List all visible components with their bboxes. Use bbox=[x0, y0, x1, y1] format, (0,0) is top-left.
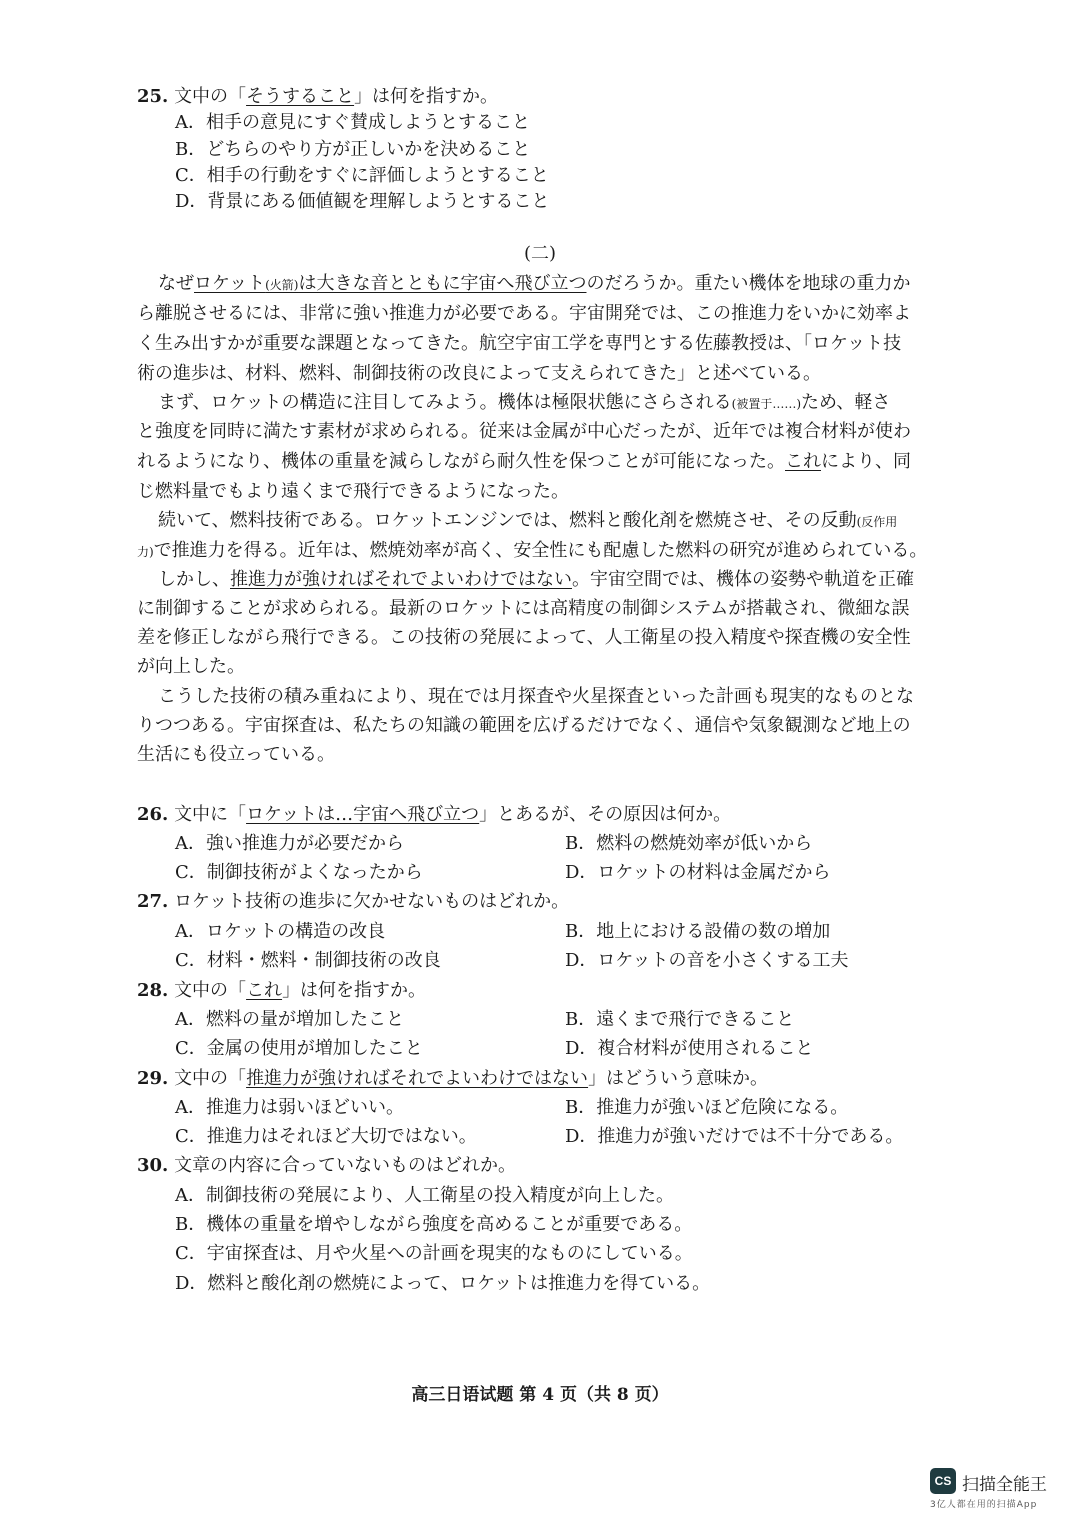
passage-line: 力)で推進力を得る。近年は、燃焼効率が高く、安全性にも配慮した燃料の研究が進められている。 bbox=[137, 540, 928, 561]
question-stem: 文中に「ロケットは…宇宙へ飛び立つ」とあるが、その原因は何か。 bbox=[174, 804, 732, 825]
option-a: A．ロケットの構造の改良 bbox=[175, 921, 386, 942]
option-a: A．制御技術の発展により、人工衛星の投入精度が向上した。 bbox=[175, 1185, 674, 1206]
option-a: A．燃料の量が増加したこと bbox=[175, 1009, 404, 1030]
question-stem: 文章の内容に合っていないものはどれか。 bbox=[174, 1155, 517, 1176]
option-d: D．複合材料が使用されること bbox=[565, 1038, 814, 1059]
passage-line: まず、ロケットの構造に注目してみよう。機体は極限状態にさらされる(被置于……)ため、軽さ bbox=[158, 392, 891, 413]
scanner-watermark bbox=[930, 1466, 1065, 1514]
question-number: 27. bbox=[137, 891, 169, 912]
option-b: B．機体の重量を増やしながら強度を高めることが重要である。 bbox=[175, 1214, 693, 1235]
page-footer: 高三日语试题 第 4 页（共 8 页） bbox=[411, 1385, 669, 1405]
question-stem: 文中の「そうすること」は何を指すか。 bbox=[174, 86, 499, 107]
option-c: C．制御技術がよくなったから bbox=[175, 862, 423, 883]
question-30 bbox=[137, 1155, 516, 1177]
passage-line: しかし、推進力が強ければそれでよいわけではない。宇宙空間では、機体の姿勢や軌道を正確 bbox=[158, 569, 914, 590]
question-26 bbox=[137, 804, 731, 826]
option-c: C．相手の行動をすぐに評価しようとすること bbox=[175, 165, 549, 186]
option-b: B．遠くまで飛行できること bbox=[565, 1009, 795, 1030]
question-stem: 文中の「推進力が強ければそれでよいわけではない」はどういう意味か。 bbox=[174, 1068, 769, 1089]
question-stem: ロケット技術の進歩に欠かせないものはどれか。 bbox=[174, 891, 570, 912]
passage-line: れるようになり、機体の重量を減らしながら耐久性を保つことが可能になった。これにより、同 bbox=[137, 451, 911, 472]
camscanner-logo-icon: CS bbox=[930, 1468, 956, 1494]
question-28 bbox=[137, 980, 426, 1002]
option-a: A．推進力は弱いほどいい。 bbox=[175, 1097, 404, 1118]
question-stem: 文中の「これ」は何を指すか。 bbox=[174, 980, 427, 1001]
passage-line: に制御することが求められる。最新のロケットには高精度の制御システムが搭載され、微細な誤 bbox=[137, 598, 910, 619]
option-c: C．宇宙探査は、月や火星への計画を現実的なものにしている。 bbox=[175, 1243, 693, 1264]
watermark-app-name: 扫描全能王 bbox=[962, 1475, 1047, 1495]
question-number: 29. bbox=[137, 1068, 169, 1089]
option-b: B．燃料の燃焼効率が低いから bbox=[565, 833, 813, 854]
passage-line: 差を修正しながら飛行できる。この技術の発展によって、人工衛星の投入精度や探査機の安全性 bbox=[137, 627, 911, 648]
question-number: 25. bbox=[137, 86, 169, 107]
question-25 bbox=[137, 86, 498, 108]
passage-line: じ燃料量でもより遠くまで飛行できるようになった。 bbox=[137, 481, 569, 502]
question-number: 28. bbox=[137, 980, 169, 1001]
passage-line: ら離脱させるには、非常に強い推進力が必要である。宇宙開発では、この推進力をいかに効率よ bbox=[137, 303, 911, 324]
option-d: D．背景にある価値観を理解しようとすること bbox=[175, 191, 550, 212]
option-b: B．どちらのやり方が正しいかを決めること bbox=[175, 139, 531, 160]
watermark-tagline: 3亿人都在用的扫描App bbox=[930, 1500, 1038, 1510]
passage-line: 術の進歩は、材料、燃料、制御技術の改良によって支えられてきた」と述べている。 bbox=[137, 363, 821, 384]
passage-line: が向上した。 bbox=[137, 656, 245, 677]
passage-line: なぜロケット(火箭)は大きな音とともに宇宙へ飛び立つのだろうか。重たい機体を地球の重力か bbox=[158, 273, 911, 294]
passage-line: く生み出すかが重要な課題となってきた。航空宇宙工学を専門とする佐藤教授は、「ロケット技 bbox=[137, 333, 902, 354]
option-a: A．強い推進力が必要だから bbox=[175, 833, 404, 854]
option-b: B．推進力が強いほど危険になる。 bbox=[565, 1097, 849, 1118]
question-29 bbox=[137, 1068, 768, 1090]
option-d: D．ロケットの材料は金属だから bbox=[565, 862, 831, 883]
passage-line: りつつある。宇宙探査は、私たちの知識の範囲を広げるだけでなく、通信や気象観測など地上の bbox=[137, 715, 911, 736]
option-c: C．推進力はそれほど大切ではない。 bbox=[175, 1126, 477, 1147]
option-c: C．金属の使用が増加したこと bbox=[175, 1038, 423, 1059]
option-d: D．ロケットの音を小さくする工夫 bbox=[565, 950, 849, 971]
option-a: A．相手の意見にすぐ賛成しようとすること bbox=[175, 112, 530, 133]
passage-line: 生活にも役立っている。 bbox=[137, 744, 335, 765]
question-number: 30. bbox=[137, 1155, 169, 1176]
passage-line: こうした技術の積み重ねにより、現在では月探査や火星探査といった計画も現実的なものとな bbox=[158, 686, 914, 707]
option-d: D．推進力が強いだけでは不十分である。 bbox=[565, 1126, 904, 1147]
option-b: B．地上における設備の数の増加 bbox=[565, 921, 831, 942]
option-c: C．材料・燃料・制御技術の改良 bbox=[175, 950, 441, 971]
question-number: 26. bbox=[137, 804, 169, 825]
passage-line: 続いて、燃料技術である。ロケットエンジンでは、燃料と酸化剤を燃焼させ、その反動(反作用 bbox=[158, 510, 898, 531]
question-27 bbox=[137, 891, 569, 913]
passage-line: と強度を同時に満たす素材が求められる。従来は金属が中心だったが、近年では複合材料が使わ bbox=[137, 421, 911, 442]
option-d: D．燃料と酸化剤の燃焼によって、ロケットは推進力を得ている。 bbox=[175, 1273, 711, 1294]
section-label: (二) bbox=[523, 243, 557, 264]
